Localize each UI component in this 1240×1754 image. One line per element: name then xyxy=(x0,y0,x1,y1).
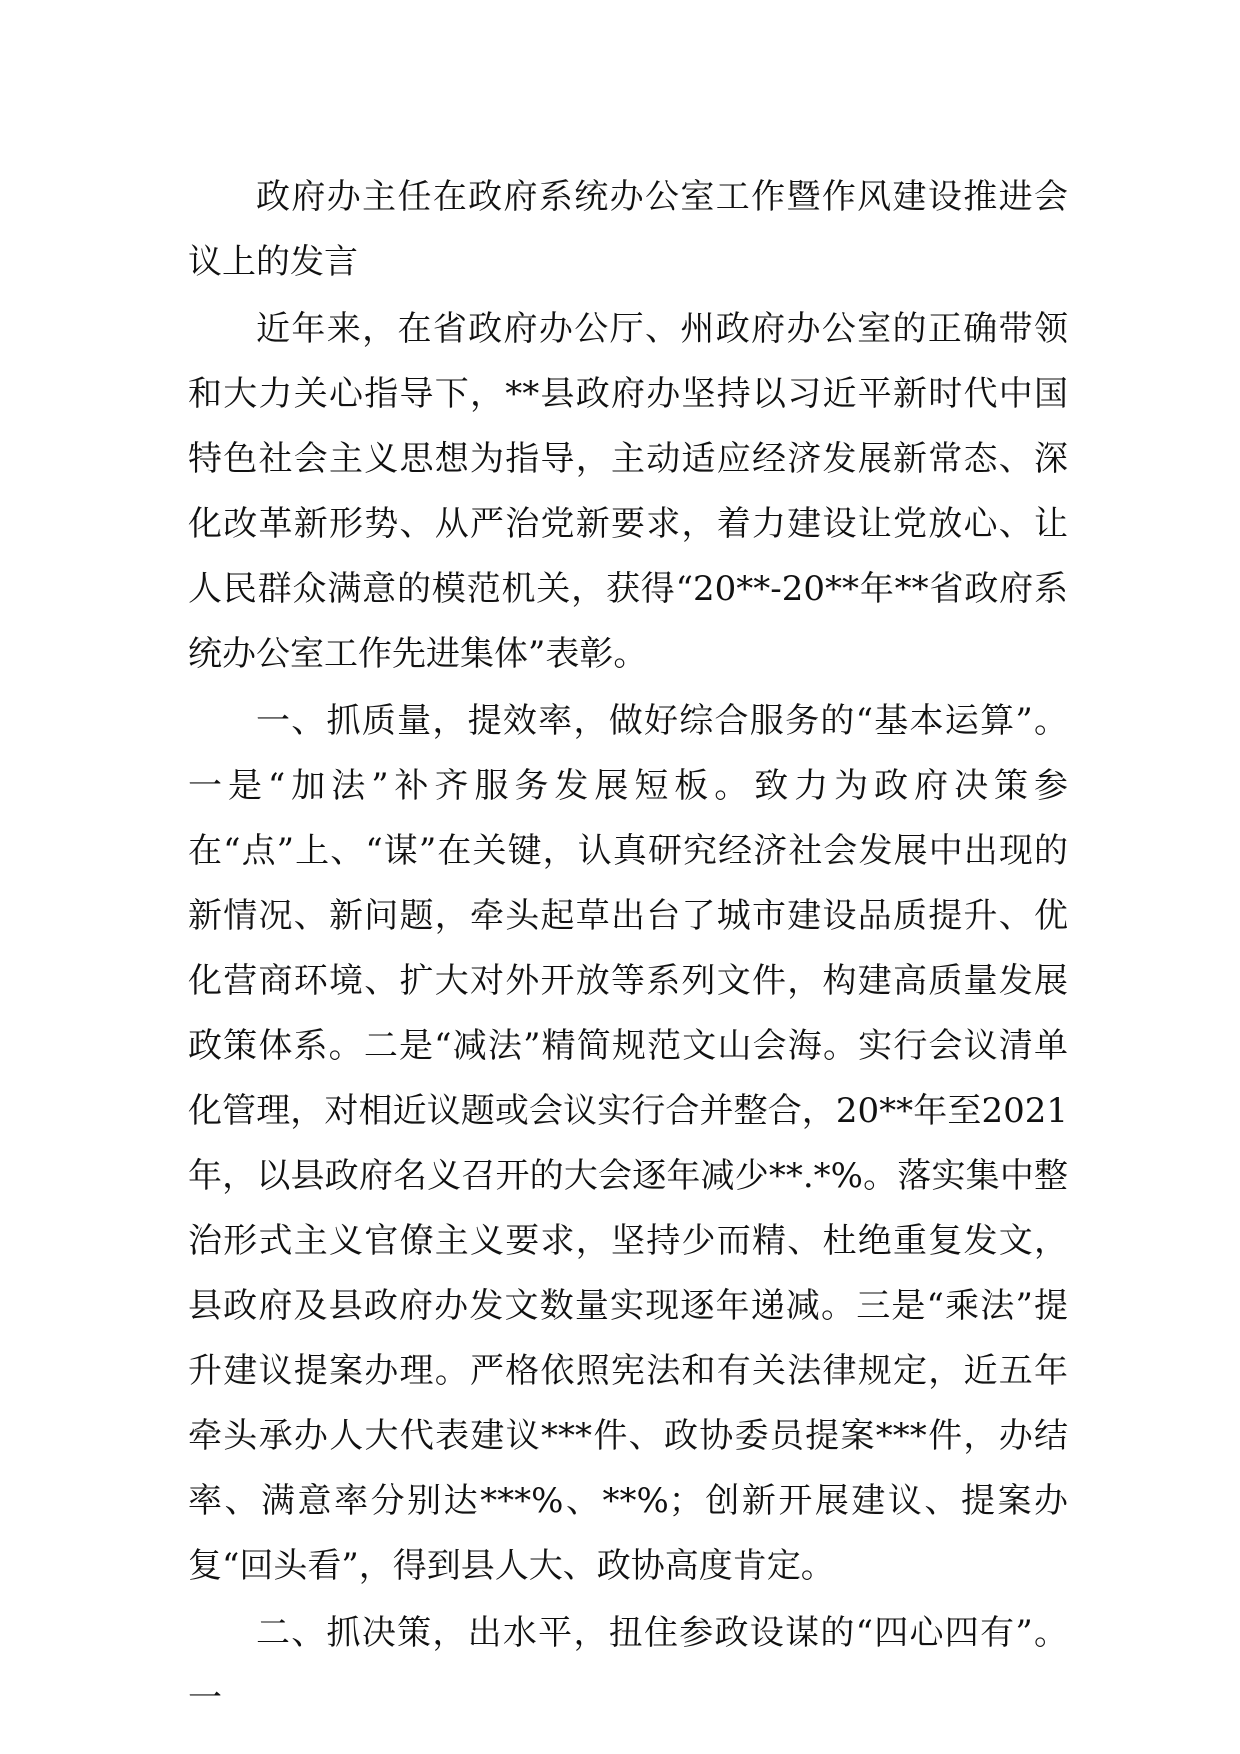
paragraph-section-two: 二、抓决策，出水平，扭住参政设谋的“四心四有”。一 xyxy=(188,1613,1068,1718)
document-body xyxy=(188,165,1068,1733)
document-title: 政府办主任在政府系统办公室工作暨作风建设推进会议上的发言 xyxy=(188,177,1068,282)
paragraph-section-one: 一、抓质量，提效率，做好综合服务的“基本运算”。一是“加法”补齐服务发展短板。致力为政府决策参在“点”上、“谋”在关键，认真研究经济社会发展中出现的新情况、新问题，牵头起草出台了城市建设品质提升、优化营商环境、扩大对外开放等系列文件，构建高质量发展政策体系。二是“减法”精简规范文山会海。实行会议清单化管理，对相近议题或会议实行合并整合，20**年至2021年，以县政府名义召开的大会逐年减少**.*%。落实集中整治形式主义官僚主义要求，坚持少而精、杜绝重复发文，县政府及县政府办发文数量实现逐年递减。三是“乘法”提升建议提案办理。严格依照宪法和有关法律规定，近五年牵头承办人大代表建议***件、政协委员提案***件，办结率、满意率分别达***%、**%；创新开展建议、提案办复“回头看”，得到县人大、政协高度肯定。 xyxy=(188,701,1068,1586)
paragraph-intro: 近年来，在省政府办公厅、州政府办公室的正确带领和大力关心指导下，**县政府办坚持以习近平新时代中国特色社会主义思想为指导，主动适应经济发展新常态、深化改革新形势、从严治党新要求，着力建设让党放心、让人民群众满意的模范机关，获得“20**-20**年**省政府系统办公室工作先进集体”表彰。 xyxy=(188,309,1068,674)
